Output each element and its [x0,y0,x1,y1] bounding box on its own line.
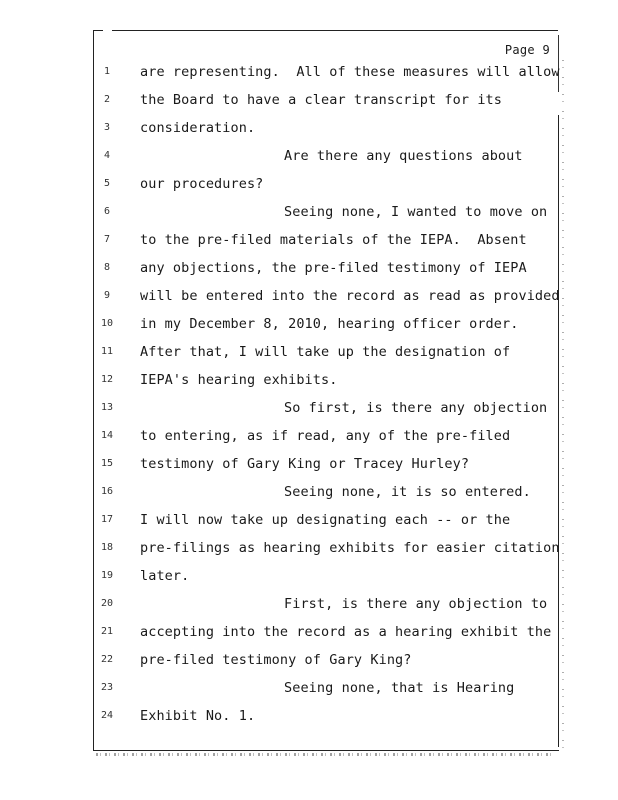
scan-noise-right [562,60,564,750]
transcript-line: pre-filed testimony of Gary King? [140,652,412,668]
line-number: 19 [100,570,114,581]
transcript-line: Exhibit No. 1. [140,708,256,724]
line-number: 15 [100,458,114,469]
line-number: 24 [100,710,114,721]
line-number: 21 [100,626,114,637]
line-number: 10 [100,318,114,329]
scan-noise-bottom [96,753,554,756]
transcript-line: pre-filings as hearing exhibits for easier citation [140,540,560,556]
transcript-line: our procedures? [140,176,264,192]
line-number: 5 [103,178,111,189]
transcript-line: IEPA's hearing exhibits. [140,372,338,388]
line-number: 13 [100,402,114,413]
line-number: 12 [100,374,114,385]
transcript-line: accepting into the record as a hearing exhibit the [140,624,552,640]
transcript-line: will be entered into the record as read as provided [140,288,560,304]
line-number: 14 [100,430,114,441]
transcript-line: First, is there any objection to [284,596,548,612]
line-number: 18 [100,542,114,553]
line-number: 23 [100,682,114,693]
line-number: 20 [100,598,114,609]
line-number: 16 [100,486,114,497]
transcript-line: later. [140,568,190,584]
transcript-line: So first, is there any objection [284,400,548,416]
frame-right-border [558,115,559,747]
transcript-line: After that, I will take up the designation of [140,344,511,360]
line-number: 7 [103,234,111,245]
transcript-line: Seeing none, I wanted to move on [284,204,548,220]
line-number: 4 [103,150,111,161]
transcript-line: Seeing none, it is so entered. [284,484,531,500]
line-number: 2 [103,94,111,105]
line-number: 22 [100,654,114,665]
transcript-line: are representing. All of these measures will allow [140,64,560,80]
transcript-line: the Board to have a clear transcript for its [140,92,503,108]
line-number: 11 [100,346,114,357]
frame-corner-tick [93,30,103,31]
transcript-line: to entering, as if read, any of the pre-filed [140,428,511,444]
transcript-line: testimony of Gary King or Tracey Hurley? [140,456,470,472]
transcript-line: any objections, the pre-filed testimony of IEPA [140,260,527,276]
line-number: 8 [103,262,111,273]
line-number: 9 [103,290,111,301]
transcript-line: to the pre-filed materials of the IEPA. Absent [140,232,527,248]
page-number: Page 9 [504,43,550,57]
frame-bottom-border [93,750,559,751]
transcript-line: consideration. [140,120,256,136]
frame-top-border [112,30,558,31]
transcript-line: Are there any questions about [284,148,523,164]
line-number: 3 [103,122,111,133]
transcript-line: in my December 8, 2010, hearing officer order. [140,316,519,332]
transcript-line: Seeing none, that is Hearing [284,680,515,696]
frame-left-border [93,30,94,750]
line-number: 1 [103,66,111,77]
transcript-line: I will now take up designating each -- or the [140,512,511,528]
line-number: 17 [100,514,114,525]
line-number: 6 [103,206,111,217]
